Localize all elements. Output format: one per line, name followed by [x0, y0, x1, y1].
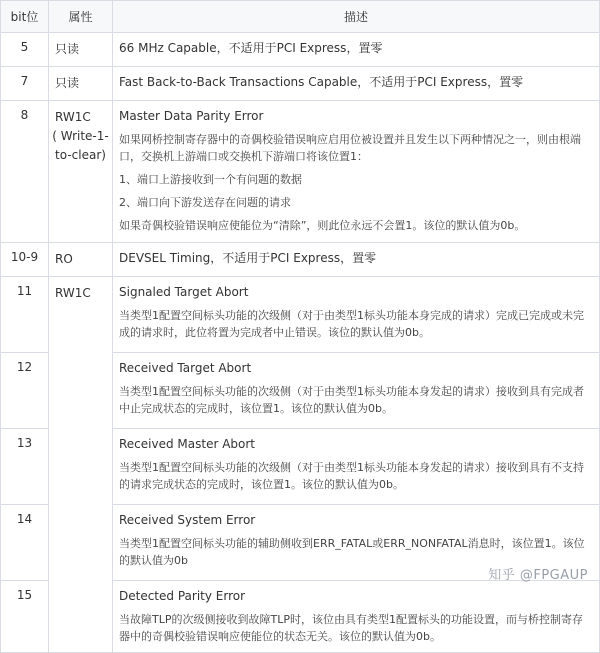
desc-paragraph: 如果奇偶校验错误响应使能位为“清除”，则此位永远不会置1。该位的默认值为0b。 — [119, 219, 526, 232]
desc-title: 66 MHz Capable，不适用于PCI Express，置零 — [119, 41, 383, 55]
desc-paragraph: 当类型1配置空间标头功能的辅助侧收到ERR_FATAL或ERR_NONFATAL消息时，该位置1。该位的默认值为0b — [119, 537, 585, 567]
desc-title: Signaled Target Abort — [119, 285, 249, 299]
bit-cell: 12 — [1, 353, 49, 429]
attr-cell: RW1C — [49, 277, 113, 353]
attr-cell — [49, 505, 113, 581]
desc-cell — [113, 277, 600, 353]
desc-paragraph: 当故障TLP的次级侧接收到故障TLP时，该位由具有类型1配置标头的功能设置，而与桥控制寄存器中的奇偶校验错误响应使能位的状态无关。该位的默认值为0b。 — [119, 613, 583, 643]
desc-title: DEVSEL Timing，不适用于PCI Express，置零 — [119, 251, 377, 265]
table-row — [1, 429, 600, 505]
attr-note: ( Write-1-to-clear) — [52, 129, 109, 162]
table-row — [1, 243, 600, 277]
header-attr: 属性 — [49, 1, 113, 33]
attr-cell — [49, 581, 113, 653]
table-row — [1, 33, 600, 67]
bit-cell: 8 — [1, 101, 49, 243]
header-bit: bit位 — [1, 1, 49, 33]
table-row — [1, 101, 600, 243]
desc-cell — [113, 243, 600, 277]
desc-paragraph: 当类型1配置空间标头功能的次级侧（对于由类型1标头功能本身发起的请求）接收到具有不支持的请求完成状态的完成时，该位置1。该位的默认值为0b。 — [119, 461, 584, 491]
desc-paragraph: 2、端口向下游发送存在问题的请求 — [119, 196, 291, 209]
table-row — [1, 67, 600, 101]
attr-cell: 只读 — [49, 67, 113, 101]
desc-cell — [113, 67, 600, 101]
table-header-row — [1, 1, 600, 33]
desc-paragraph: 1、端口上游接收到一个有问题的数据 — [119, 173, 302, 186]
desc-paragraph: 如果网桥控制寄存器中的奇偶校验错误响应启用位被设置并且发生以下两种情况之一，则由根端口，交换机上游端口或交换机下游端口将该位置1： — [119, 133, 581, 163]
attr-cell — [49, 353, 113, 429]
desc-paragraph: 当类型1配置空间标头功能的次级侧（对于由类型1标头功能本身发起的请求）接收到具有完成者中止完成状态的完成时，该位置1。该位的默认值为0b。 — [119, 385, 584, 415]
desc-title: Master Data Parity Error — [119, 109, 264, 123]
attr-cell: 只读 — [49, 33, 113, 67]
desc-cell — [113, 429, 600, 505]
desc-cell — [113, 353, 600, 429]
table-row — [1, 277, 600, 353]
table-row — [1, 581, 600, 653]
attr-cell — [49, 101, 113, 243]
bit-cell: 7 — [1, 67, 49, 101]
desc-cell — [113, 33, 600, 67]
bit-cell: 11 — [1, 277, 49, 353]
attr-cell — [49, 429, 113, 505]
bit-cell: 5 — [1, 33, 49, 67]
watermark: 知乎 @FPGAUP — [488, 568, 588, 583]
table-row — [1, 353, 600, 429]
bit-cell: 14 — [1, 505, 49, 581]
desc-title: Detected Parity Error — [119, 589, 246, 603]
attr-cell: RO — [49, 243, 113, 277]
desc-cell — [113, 101, 600, 243]
desc-title: Received Master Abort — [119, 437, 256, 451]
desc-title: Received Target Abort — [119, 361, 252, 375]
desc-title: Fast Back-to-Back Transactions Capable，不适用于PCI Express，置零 — [119, 75, 524, 89]
header-desc: 描述 — [113, 1, 600, 33]
desc-paragraph: 当类型1配置空间标头功能的次级侧（对于由类型1标头功能本身完成的请求）完成已完成或未完成的请求时，此位将置为完成者中止错误。该位的默认值为0b。 — [119, 309, 584, 339]
bit-cell: 10-9 — [1, 243, 49, 277]
bit-cell: 15 — [1, 581, 49, 653]
desc-cell — [113, 581, 600, 653]
desc-title: Received System Error — [119, 513, 256, 527]
attr-value: RW1C — [55, 110, 91, 124]
bit-cell: 13 — [1, 429, 49, 505]
